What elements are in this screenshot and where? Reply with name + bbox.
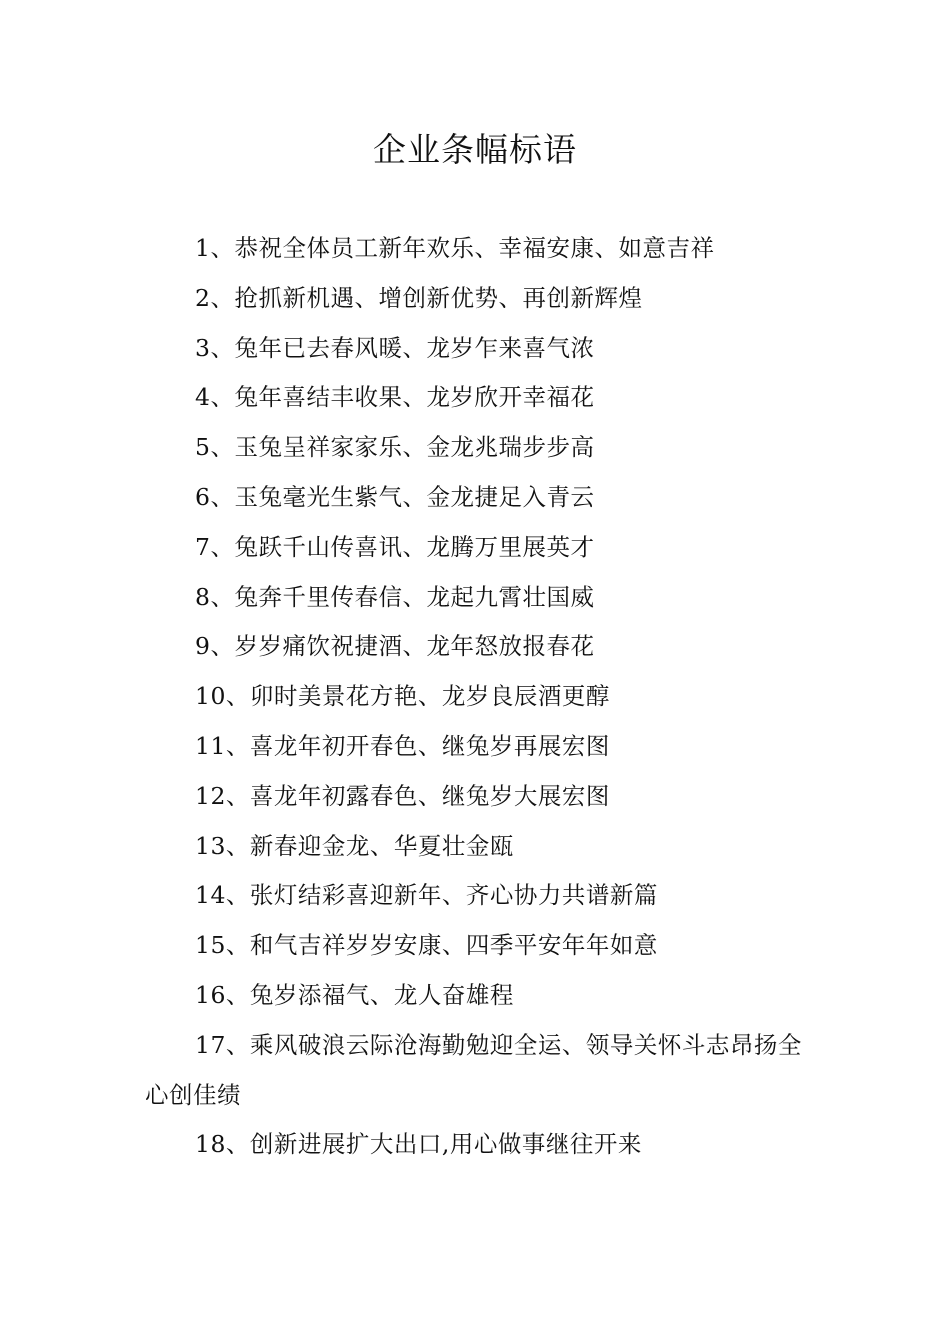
slogan-item-12: 12、喜龙年初露春色、继兔岁大展宏图 xyxy=(195,781,610,810)
slogan-item-16: 16、兔岁添福气、龙人奋雄程 xyxy=(195,980,514,1009)
slogan-list xyxy=(145,224,810,1170)
slogan-item-3: 3、兔年已去春风暖、龙岁乍来喜气浓 xyxy=(195,333,595,362)
slogan-item-15: 15、和气吉祥岁岁安康、四季平安年年如意 xyxy=(195,931,658,960)
slogan-item-17: 17、乘风破浪云际沧海勤勉迎全运、领导关怀斗志昂扬全心创佳绩 xyxy=(145,1030,802,1109)
slogan-item-11: 11、喜龙年初开春色、继兔岁再展宏图 xyxy=(195,731,610,760)
slogan-item-2: 2、抢抓新机遇、增创新优势、再创新辉煌 xyxy=(195,283,643,312)
slogan-item-8: 8、兔奔千里传春信、龙起九霄壮国威 xyxy=(195,582,595,611)
slogan-item-4: 4、兔年喜结丰收果、龙岁欣开幸福花 xyxy=(195,383,595,412)
slogan-item-13: 13、新春迎金龙、华夏壮金瓯 xyxy=(195,831,514,860)
slogan-item-5: 5、玉兔呈祥家家乐、金龙兆瑞步步高 xyxy=(195,433,595,462)
slogan-item-10: 10、卯时美景花方艳、龙岁良辰酒更醇 xyxy=(195,682,610,711)
slogan-item-7: 7、兔跃千山传喜讯、龙腾万里展英才 xyxy=(195,532,595,561)
document-title: 企业条幅标语 xyxy=(373,130,577,169)
slogan-item-1: 1、恭祝全体员工新年欢乐、幸福安康、如意吉祥 xyxy=(195,234,715,262)
slogan-item-9: 9、岁岁痛饮祝捷酒、龙年怒放报春花 xyxy=(195,632,595,661)
slogan-item-18: 18、创新进展扩大出口,用心做事继往开来 xyxy=(195,1130,642,1159)
slogan-item-14: 14、张灯结彩喜迎新年、齐心协力共谱新篇 xyxy=(195,881,658,910)
slogan-item-6: 6、玉兔毫光生紫气、金龙捷足入青云 xyxy=(195,482,595,511)
